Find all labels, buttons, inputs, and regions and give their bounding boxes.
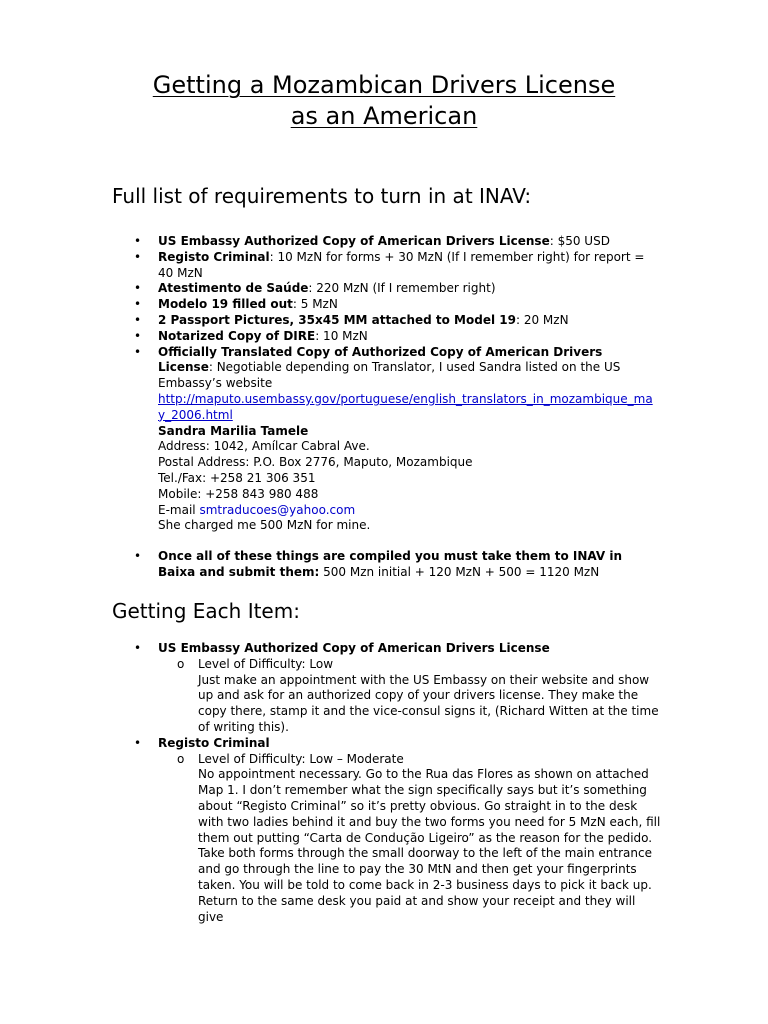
translator-mobile: Mobile: +258 843 980 488 xyxy=(158,486,319,501)
bullet-icon: • xyxy=(134,249,142,264)
item-label: Atestimento de Saúde xyxy=(158,281,309,296)
list-item xyxy=(134,312,658,329)
list-item xyxy=(134,281,658,297)
list-item xyxy=(134,249,658,282)
list-item xyxy=(134,234,658,250)
list-item xyxy=(134,549,658,581)
list-item xyxy=(134,641,659,736)
bullet-icon: • xyxy=(134,234,142,248)
translators-link[interactable]: http://maputo.usembassy.gov/portuguese/english_translators_in_mozambique_may_2006.html xyxy=(158,391,653,422)
bullet-icon: • xyxy=(134,641,142,655)
list-item xyxy=(134,735,661,926)
item-text: : 10 MzN xyxy=(315,328,368,343)
section-heading-getting-items: Getting Each Item: xyxy=(112,599,300,623)
section-heading-requirements: Full list of requirements to turn in at INAV: xyxy=(112,184,532,208)
difficulty-item xyxy=(153,752,658,768)
translator-email[interactable]: smtraducoes@yahoo.com xyxy=(199,502,356,517)
translator-name: Sandra Marilia Tamele xyxy=(158,423,309,438)
requirements-list xyxy=(134,234,658,581)
circle-bullet-icon: o xyxy=(177,656,185,671)
item-label: US Embassy Authorized Copy of American Drivers License xyxy=(158,234,550,248)
item-label: Registo Criminal xyxy=(158,249,270,264)
bullet-icon: • xyxy=(134,328,142,343)
translator-postal: Postal Address: P.O. Box 2776, Maputo, Mozambique xyxy=(158,455,473,470)
item-label: Once all of these things are compiled you must take them to INAV in Baixa and submit them: xyxy=(158,549,623,579)
bullet-icon: • xyxy=(134,549,142,564)
difficulty-text: Level of Difficulty: Low – Moderate xyxy=(198,751,404,766)
bullet-icon: • xyxy=(134,312,142,327)
difficulty-item xyxy=(153,657,658,673)
item-description: No appointment necessary. Go to the Rua das Flores as shown on attached Map 1. I don’t remember what the sign specifically says but it’s something about “Registo Criminal” so it’s pretty obvious. Go straight in to the desk with two ladies behind it and buy the two forms you need for 5 MzN each, fill them out putting “Carta de Condução Ligeiro” as the reason for the pedido. Take both forms through the small doorway to the left of the main entrance and go through the line to pay the 30 MtN and then get your fingerprints taken. You will be told to come back in 2-3 business days to pick it back up. Return to the same desk you paid at and show your receipt and they will give xyxy=(198,767,661,924)
item-label: Modelo 19 filled out xyxy=(158,297,293,312)
title-line-2: as an American xyxy=(290,102,478,130)
item-label: Registo Criminal xyxy=(158,735,270,750)
difficulty-text: Level of Difficulty: Low xyxy=(198,656,334,671)
item-label: US Embassy Authorized Copy of American Drivers License xyxy=(158,641,550,655)
item-text: : 5 MzN xyxy=(292,297,338,312)
bullet-icon: • xyxy=(134,735,142,750)
item-description: Just make an appointment with the US Embassy on their website and show up and ask for an authorized copy of your drivers license. They make the copy there, stamp it and the vice-consul signs it, (Richard Witten at the time of writing this). xyxy=(198,672,659,734)
item-label: Notarized Copy of DIRE xyxy=(158,328,316,343)
translator-email-label: E-mail xyxy=(158,502,200,517)
title-line-1: Getting a Mozambican Drivers License xyxy=(152,71,616,99)
item-text: 500 Mzn initial + 120 MzN + 500 = 1120 MzN xyxy=(319,564,600,579)
list-item xyxy=(134,328,658,345)
item-label: Officially Translated Copy of Authorized Copy of American Drivers License xyxy=(158,344,603,375)
item-label: 2 Passport Pictures, 35x45 MM attached to Model 19 xyxy=(158,312,516,327)
translator-charged: She charged me 500 MzN for mine. xyxy=(158,518,371,533)
list-item xyxy=(134,297,658,313)
item-text: : $50 USD xyxy=(549,234,610,248)
item-text: : 220 MzN (If I remember right) xyxy=(308,281,496,296)
list-item xyxy=(134,344,658,535)
item-text: : Negotiable depending on Translator, I used Sandra listed on the US Embassy’s website xyxy=(158,360,621,391)
item-text: : 20 MzN xyxy=(515,312,569,327)
bullet-icon: • xyxy=(134,281,142,296)
circle-bullet-icon: o xyxy=(177,751,185,766)
item-text: : 10 MzN for forms + 30 MzN (If I remember right) for report = 40 MzN xyxy=(158,249,645,280)
bullet-icon: • xyxy=(134,344,142,359)
bullet-icon: • xyxy=(134,297,142,312)
translator-tel: Tel./Fax: +258 21 306 351 xyxy=(158,470,316,485)
document-title xyxy=(0,70,768,132)
translator-address: Address: 1042, Amílcar Cabral Ave. xyxy=(158,439,370,454)
getting-items-list xyxy=(134,641,661,925)
